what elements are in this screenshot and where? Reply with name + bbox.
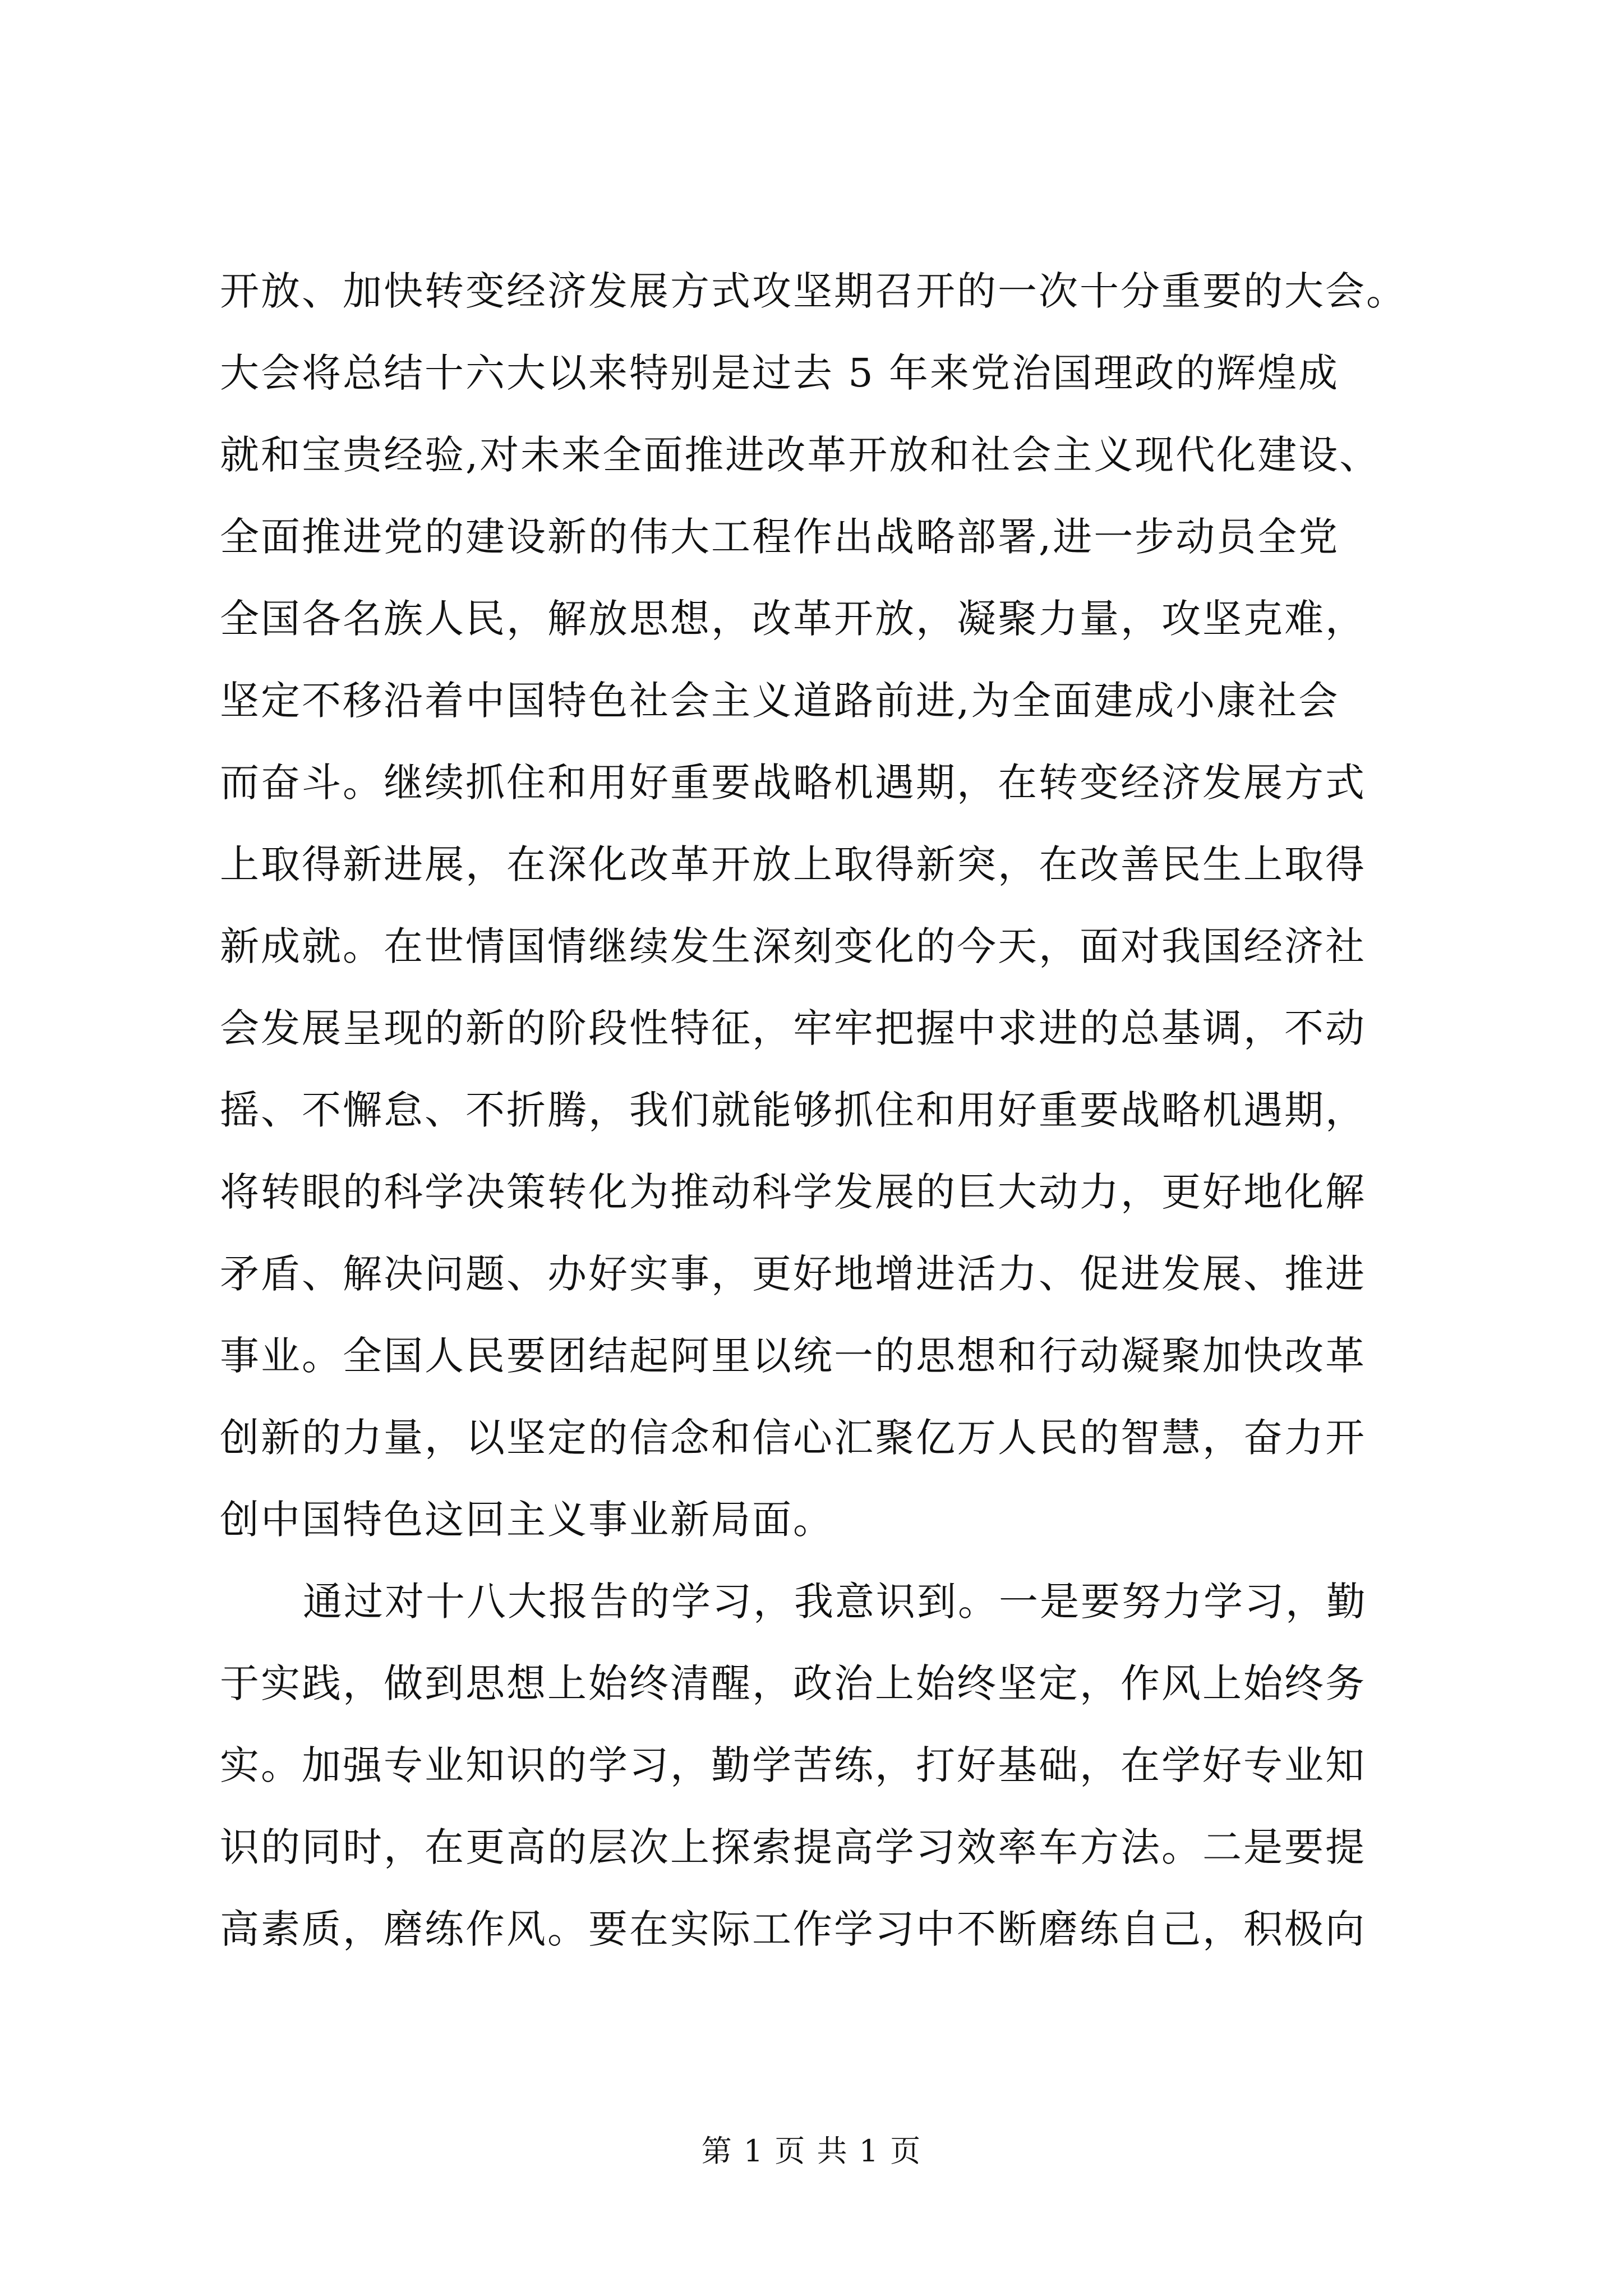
text-line: 摇、不懈怠、不折腾，我们就能够抓住和用好重要战略机遇期， <box>220 1087 1366 1133</box>
text-line: 开放、加快转变经济发展方式攻坚期召开的一次十分重要的大会。 <box>220 268 1407 314</box>
text-line: 上取得新进展，在深化改革开放上取得新突，在改善民生上取得 <box>220 841 1366 887</box>
text-line: 实。加强专业知识的学习，勤学苦练，打好基础，在学好专业知 <box>220 1742 1366 1788</box>
page-footer <box>0 2129 1623 2174</box>
text-line: 新成就。在世情国情继续发生深刻变化的今天，面对我国经济社 <box>220 923 1366 969</box>
text-line: 矛盾、解决问题、办好实事，更好地增进活力、促进发展、推进 <box>220 1251 1366 1297</box>
text-line: 会发展呈现的新的阶段性特征，牢牢把握中求进的总基调，不动 <box>220 1005 1366 1051</box>
paragraph-start-line: 通过对十八大报告的学习，我意识到。一是要努力学习，勤 <box>303 1579 1367 1625</box>
text-line: 创新的力量，以坚定的信念和信心汇聚亿万人民的智慧，奋力开 <box>220 1415 1366 1461</box>
text-line: 而奋斗。继续抓住和用好重要战略机遇期，在转变经济发展方式 <box>220 760 1366 806</box>
text-line: 就和宝贵经验,对未来全面推进改革开放和社会主义现代化建设、 <box>220 432 1381 478</box>
body-text <box>220 250 1521 1970</box>
text-line: 大会将总结十六大以来特别是过去 5 年来党治国理政的辉煌成 <box>220 350 1340 396</box>
text-line: 将转眼的科学决策转化为推动科学发展的巨大动力，更好地化解 <box>220 1169 1366 1215</box>
text-line: 于实践，做到思想上始终清醒，政治上始终坚定，作风上始终务 <box>220 1660 1366 1706</box>
text-line: 识的同时，在更高的层次上探索提高学习效率车方法。二是要提 <box>220 1824 1366 1870</box>
page-number-label: 第 1 页 共 1 页 <box>701 2133 922 2169</box>
text-line: 全面推进党的建设新的伟大工程作出战略部署,进一步动员全党 <box>220 514 1340 560</box>
text-line: 坚定不移沿着中国特色社会主义道路前进,为全面建成小康社会 <box>220 678 1340 724</box>
text-line: 创中国特色这回主义事业新局面。 <box>220 1497 834 1543</box>
text-line: 全国各名族人民，解放思想，改革开放，凝聚力量，攻坚克难， <box>220 596 1366 642</box>
text-line: 高素质，磨练作风。要在实际工作学习中不断磨练自己，积极向 <box>220 1906 1366 1952</box>
text-line: 事业。全国人民要团结起阿里以统一的思想和行动凝聚加快改革 <box>220 1333 1366 1379</box>
